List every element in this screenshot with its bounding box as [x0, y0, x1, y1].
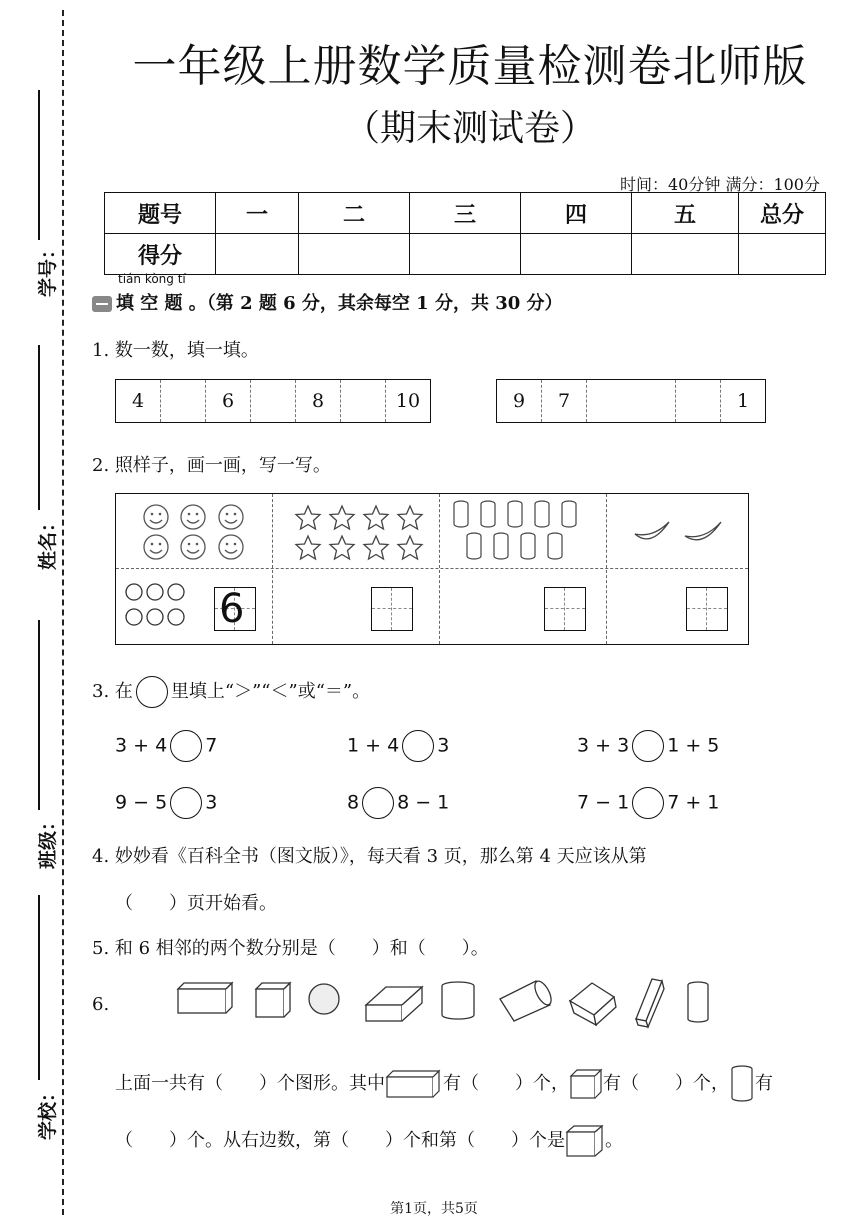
- student-id-blank[interactable]: [38, 90, 40, 240]
- section-number-icon: [92, 296, 112, 312]
- drawing-grid: [115, 493, 749, 645]
- grid-divider: [116, 568, 748, 569]
- score-cell[interactable]: [521, 234, 632, 275]
- expr-right: 3: [437, 734, 450, 757]
- q5-text: 5. 和 6 相邻的两个数分别是（ ）和（ ）。: [92, 938, 489, 959]
- expr-right: 8 − 1: [397, 791, 450, 814]
- score-header-cell: 一: [216, 193, 299, 234]
- short-cylinder-icon: [442, 982, 474, 1019]
- q3-prefix: 3. 在: [92, 681, 133, 702]
- q6-line1: [115, 1064, 773, 1104]
- score-header-cell: 三: [410, 193, 521, 234]
- circle-count-icon: [124, 582, 194, 630]
- tall-cylinder-icon: [688, 982, 708, 1022]
- score-header-cell: 二: [299, 193, 410, 234]
- cube-icon: [569, 1068, 603, 1100]
- star-icon: [294, 502, 434, 562]
- expr-right: 1 + 5: [667, 734, 720, 757]
- score-header-cell: 总分: [739, 193, 826, 234]
- cube-icon: [565, 1124, 605, 1158]
- q2-text: 2. 照样子，画一画，写一写。: [92, 455, 331, 476]
- banana-icon: [631, 512, 731, 552]
- seq-blank[interactable]: [161, 380, 206, 422]
- seq-cell: 7: [542, 380, 587, 422]
- seq-cell: 8: [296, 380, 341, 422]
- page-subtitle: （期末测试卷）: [343, 108, 596, 149]
- number-sequence-b: [496, 379, 766, 423]
- compare-expression: [115, 730, 217, 762]
- expr-left: 7 − 1: [577, 791, 630, 814]
- q6-text: （ ）个。从右边数，第（ ）个和第（ ）个是: [115, 1130, 565, 1151]
- cylinder-icon: [451, 500, 601, 564]
- q3-suffix: 里填上“＞”“＜”或“＝”。: [170, 681, 371, 702]
- digit-writing-box[interactable]: [371, 587, 413, 631]
- score-cell[interactable]: [739, 234, 826, 275]
- compare-circle[interactable]: [632, 787, 664, 819]
- example-digit-box: [214, 587, 256, 631]
- digit-writing-box[interactable]: [686, 587, 728, 631]
- school-label: 学校：: [37, 1082, 60, 1141]
- expr-left: 3 + 4: [115, 734, 168, 757]
- grid-divider: [272, 494, 273, 644]
- digit-writing-box[interactable]: [544, 587, 586, 631]
- cuboid-icon: [385, 1069, 443, 1099]
- school-blank[interactable]: [38, 895, 40, 1080]
- compare-circle[interactable]: [362, 787, 394, 819]
- q6-text: 有（ ）个，: [603, 1073, 729, 1094]
- expr-left: 9 − 5: [115, 791, 168, 814]
- seq-cell: 10: [395, 390, 421, 412]
- expr-right: 3: [205, 791, 218, 814]
- number-sequence-a: [115, 379, 431, 423]
- q6-text: 有（ ）个，: [443, 1073, 569, 1094]
- score-value-row: [105, 234, 826, 275]
- name-blank[interactable]: [38, 345, 40, 510]
- class-label: 班级：: [37, 811, 60, 870]
- compare-expression: [115, 787, 217, 819]
- name-label: 姓名：: [37, 512, 60, 571]
- score-cell[interactable]: [216, 234, 299, 275]
- score-header-row: [105, 193, 826, 234]
- tilted-cube-icon: [570, 983, 616, 1025]
- score-table: [104, 192, 826, 275]
- q6-text: 上面一共有（ ）个图形。其中: [115, 1073, 385, 1094]
- time-info: 时间：40分钟 满分：100分: [620, 175, 820, 194]
- grid-divider: [606, 494, 607, 644]
- score-cell[interactable]: [632, 234, 739, 275]
- class-blank[interactable]: [38, 620, 40, 810]
- tall-prism-icon: [636, 979, 664, 1027]
- score-cell[interactable]: [410, 234, 521, 275]
- seq-cell: 6: [206, 380, 251, 422]
- section-heading-text: 填 空 题 。（第 2 题 6 分，其余每空 1 分，共 30 分）: [116, 293, 563, 314]
- q3-text: [92, 676, 370, 708]
- compare-circle[interactable]: [402, 730, 434, 762]
- smiley-face-icon: [136, 502, 266, 562]
- student-id-label: 学号：: [37, 239, 60, 298]
- cube-icon: [256, 983, 290, 1017]
- expr-right: 7: [205, 734, 218, 757]
- expr-left: 8: [347, 791, 360, 814]
- compare-expression: [347, 787, 449, 819]
- seq-blank[interactable]: [587, 380, 676, 422]
- shapes-row: [170, 975, 730, 1035]
- compare-circle[interactable]: [170, 787, 202, 819]
- circle-icon: [136, 676, 168, 708]
- q4-line1: 4. 妙妙看《百科全书（图文版）》，每天看 3 页，那么第 4 天应该从第: [92, 846, 647, 867]
- lying-cylinder-icon: [500, 979, 554, 1021]
- sphere-icon: [309, 984, 339, 1014]
- seq-blank[interactable]: [676, 380, 721, 422]
- score-header-cell: 题号: [105, 193, 216, 234]
- seq-blank[interactable]: [341, 380, 386, 422]
- seq-cell: 1: [736, 390, 750, 412]
- compare-circle[interactable]: [632, 730, 664, 762]
- q1-text: 1. 数一数，填一填。: [92, 340, 259, 361]
- score-header-cell: 五: [632, 193, 739, 234]
- cuboid-icon: [178, 983, 232, 1013]
- expr-right: 7 + 1: [667, 791, 720, 814]
- seq-blank[interactable]: [251, 380, 296, 422]
- compare-expression: [577, 787, 719, 819]
- q6-line2: [115, 1124, 623, 1158]
- page-title: 一年级上册数学质量检测卷北师版: [132, 41, 808, 92]
- q4-line2: （ ）页开始看。: [115, 893, 277, 914]
- seq-cell: 9: [497, 380, 542, 422]
- compare-expression: [577, 730, 719, 762]
- section-pinyin: tián kòng tí: [118, 272, 186, 286]
- cylinder-icon: [729, 1064, 755, 1104]
- page-footer: 第1页，共5页: [390, 1201, 478, 1217]
- q6-text: 。: [605, 1130, 623, 1151]
- section-heading: [92, 289, 563, 315]
- expr-left: 3 + 3: [577, 734, 630, 757]
- score-row-label: 得分: [105, 234, 216, 275]
- example-digit: 6: [219, 586, 245, 632]
- expr-left: 1 + 4: [347, 734, 400, 757]
- long-cuboid-icon: [366, 987, 422, 1021]
- score-cell[interactable]: [299, 234, 410, 275]
- compare-circle[interactable]: [170, 730, 202, 762]
- binding-dashed-line: [62, 10, 64, 1215]
- grid-divider: [439, 494, 440, 644]
- q6-number: 6.: [92, 994, 110, 1015]
- score-header-cell: 四: [521, 193, 632, 234]
- q6-text: 有: [755, 1073, 773, 1094]
- compare-expression: [347, 730, 449, 762]
- seq-cell: 4: [116, 380, 161, 422]
